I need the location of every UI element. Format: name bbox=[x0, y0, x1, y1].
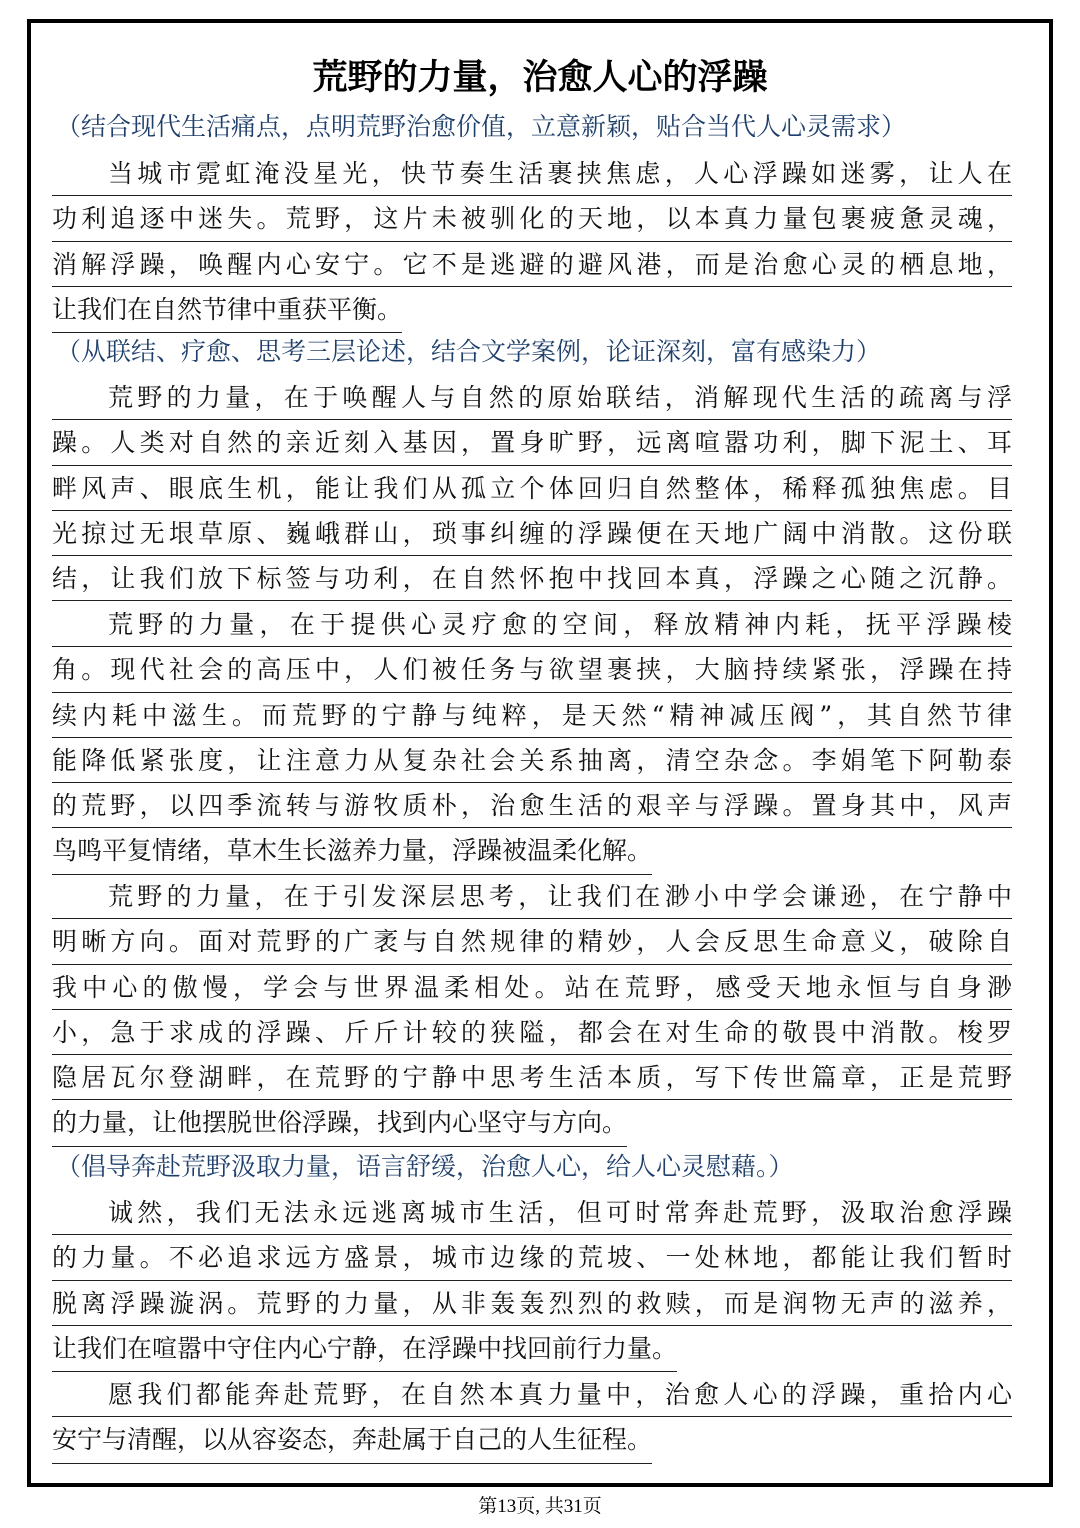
text-line: 光掠过无垠草原、巍峨群山，琐事纠缠的浮躁便在天地广阔中消散。这份联 bbox=[52, 511, 1012, 556]
text-line: 消解浮躁，唤醒内心安宁。它不是逃避的避风港，而是治愈心灵的栖息地， bbox=[52, 242, 1012, 287]
text-line: 荒野的力量，在于唤醒人与自然的原始联结，消解现代生活的疏离与浮 bbox=[52, 375, 1012, 420]
page-number: 第13页, 共31页 bbox=[478, 1496, 602, 1517]
text-line: 安宁与清醒，以从容姿态，奔赴属于自己的人生征程。 bbox=[52, 1417, 652, 1463]
paragraph-healing bbox=[52, 602, 1012, 875]
text-line: 荒野的力量，在于引发深层思考，让我们在渺小中学会谦逊，在宁静中 bbox=[52, 874, 1012, 919]
text-line: 诚然，我们无法永远逃离城市生活，但可时常奔赴荒野，汲取治愈浮躁 bbox=[52, 1190, 1012, 1235]
text-line: 畔风声、眼底生机，能让我们从孤立个体回归自然整体，稀释孤独焦虑。目 bbox=[52, 466, 1012, 511]
paragraph-connection bbox=[52, 375, 1012, 601]
text-line: 明晰方向。面对荒野的广袤与自然规律的精妙，人会反思生命意义，破除自 bbox=[52, 919, 1012, 964]
text-line: 荒野的力量，在于提供心灵疗愈的空间，释放精神内耗，抚平浮躁棱 bbox=[52, 602, 1012, 647]
text-line: 脱离浮躁漩涡。荒野的力量，从非轰轰烈烈的救赎，而是润物无声的滋养， bbox=[52, 1281, 1012, 1326]
annotation-intro: （结合现代生活痛点，点明荒野治愈价值，立意新颖，贴合当代人心灵需求） bbox=[56, 112, 907, 141]
text-line: 的力量，让他摆脱世俗浮躁，找到内心坚守与方向。 bbox=[52, 1100, 627, 1146]
text-line: 功利追逐中迷失。荒野，这片未被驯化的天地，以本真力量包裹疲惫灵魂， bbox=[52, 196, 1012, 241]
text-line: 让我们在自然节律中重获平衡。 bbox=[52, 287, 402, 333]
text-line: 小，急于求成的浮躁、斤斤计较的狭隘，都会在对生命的敬畏中消散。梭罗 bbox=[52, 1010, 1012, 1055]
text-line: 续内耗中滋生。而荒野的宁静与纯粹，是天然“精神减压阀”，其自然节律 bbox=[52, 693, 1012, 738]
text-line: 能降低紧张度，让注意力从复杂社会关系抽离，清空杂念。李娟笔下阿勒泰 bbox=[52, 738, 1012, 783]
annotation-body: （从联结、疗愈、思考三层论述，结合文学案例，论证深刻，富有感染力） bbox=[56, 337, 882, 366]
essay-title: 荒野的力量，治愈人心的浮躁 bbox=[312, 57, 768, 98]
paragraph-intro bbox=[52, 151, 1012, 333]
text-line: 让我们在喧嚣中守住内心宁静，在浮躁中找回前行力量。 bbox=[52, 1326, 677, 1372]
text-line: 结，让我们放下标签与功利，在自然怀抱中找回本真，浮躁之心随之沉静。 bbox=[52, 556, 1012, 601]
text-line: 角。现代社会的高压中，人们被任务与欲望裹挟，大脑持续紧张，浮躁在持 bbox=[52, 647, 1012, 692]
text-line: 鸟鸣平复情绪，草木生长滋养力量，浮躁被温柔化解。 bbox=[52, 828, 652, 874]
text-line: 躁。人类对自然的亲近刻入基因，置身旷野，远离喧嚣功利，脚下泥土、耳 bbox=[52, 420, 1012, 465]
paragraph-advocacy bbox=[52, 1190, 1012, 1372]
paragraph-closing bbox=[52, 1372, 1012, 1464]
paragraph-reflection bbox=[52, 874, 1012, 1147]
text-line: 的力量。不必追求远方盛景，城市边缘的荒坡、一处林地，都能让我们暂时 bbox=[52, 1235, 1012, 1280]
text-line: 当城市霓虹淹没星光，快节奏生活裹挟焦虑，人心浮躁如迷雾，让人在 bbox=[52, 151, 1012, 196]
annotation-conclusion: （倡导奔赴荒野汲取力量，语言舒缓，治愈人心，给人心灵慰藉。） bbox=[56, 1152, 794, 1181]
text-line: 隐居瓦尔登湖畔，在荒野的宁静中思考生活本质，写下传世篇章，正是荒野 bbox=[52, 1055, 1012, 1100]
text-line: 的荒野，以四季流转与游牧质朴，治愈生活的艰辛与浮躁。置身其中，风声 bbox=[52, 783, 1012, 828]
text-line: 我中心的傲慢，学会与世界温柔相处。站在荒野，感受天地永恒与自身渺 bbox=[52, 965, 1012, 1010]
text-line: 愿我们都能奔赴荒野，在自然本真力量中，治愈人心的浮躁，重拾内心 bbox=[52, 1372, 1012, 1417]
